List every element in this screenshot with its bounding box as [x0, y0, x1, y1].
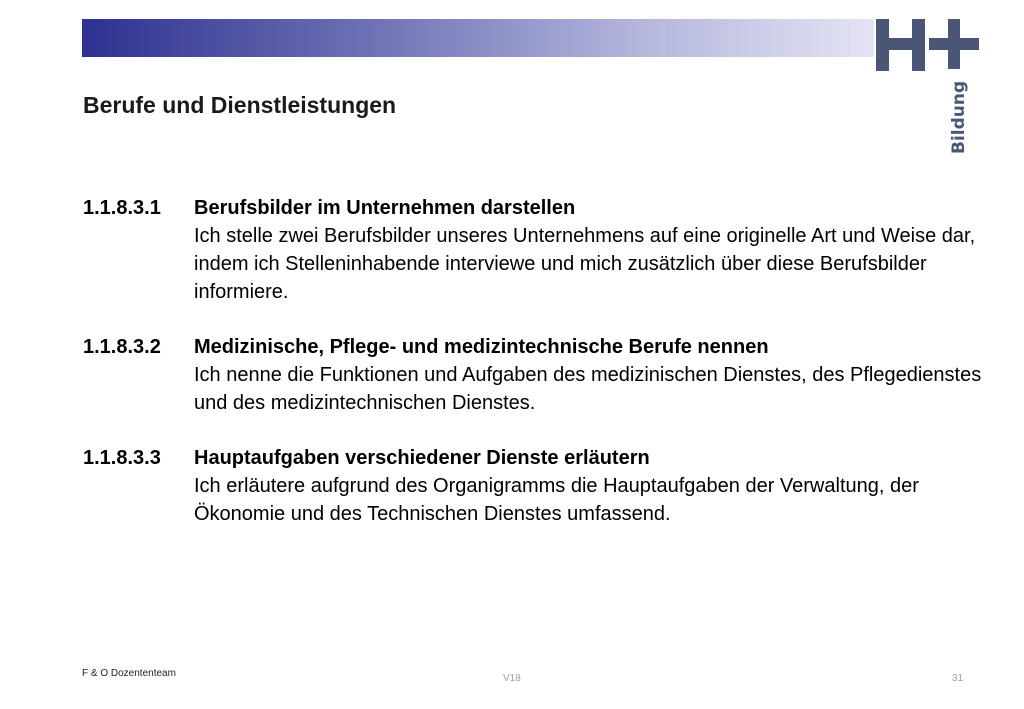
objective-number: 1.1.8.3.3: [83, 447, 161, 469]
objective-description: Ich stelle zwei Berufsbilder unseres Unternehmens auf eine originelle Art und Weise dar, indem ich Stelleninhabende interviewe und mich zusätzlich über diese Berufsbilder informiere.: [194, 225, 976, 303]
objective-heading: Medizinische, Pflege- und medizintechnische Berufe nennen: [194, 336, 769, 358]
objective-number: 1.1.8.3.1: [83, 197, 161, 219]
objective-heading: Berufsbilder im Unternehmen darstellen: [194, 197, 576, 219]
objective-body: [194, 194, 983, 306]
objective-item: [83, 194, 983, 306]
footer-page-number: 31: [952, 673, 964, 684]
objective-heading: Hauptaufgaben verschiedener Dienste erläutern: [194, 447, 650, 469]
hplus-logo-icon: [872, 16, 984, 156]
objective-body: [194, 333, 983, 417]
objective-description: Ich nenne die Funktionen und Aufgaben des medizinischen Dienstes, des Pflegedienstes und des medizintechnischen Dienstes.: [194, 364, 982, 414]
svg-text:Bildung: Bildung: [949, 80, 969, 154]
learning-objectives-list: [83, 194, 983, 555]
page-title: Berufe und Dienstleistungen: [83, 92, 397, 118]
hplus-bildung-logo: [872, 16, 984, 156]
footer-author: F & O Dozententeam: [82, 668, 176, 679]
header-gradient-bar: [82, 19, 874, 57]
objective-item: [83, 444, 983, 528]
objective-number: 1.1.8.3.2: [83, 336, 161, 358]
objective-description: Ich erläutere aufgrund des Organigramms die Hauptaufgaben der Verwaltung, der Ökonomie und des Technischen Dienstes umfassend.: [194, 475, 919, 525]
footer-version: V18: [503, 673, 521, 684]
objective-item: [83, 333, 983, 417]
objective-body: [194, 444, 983, 528]
